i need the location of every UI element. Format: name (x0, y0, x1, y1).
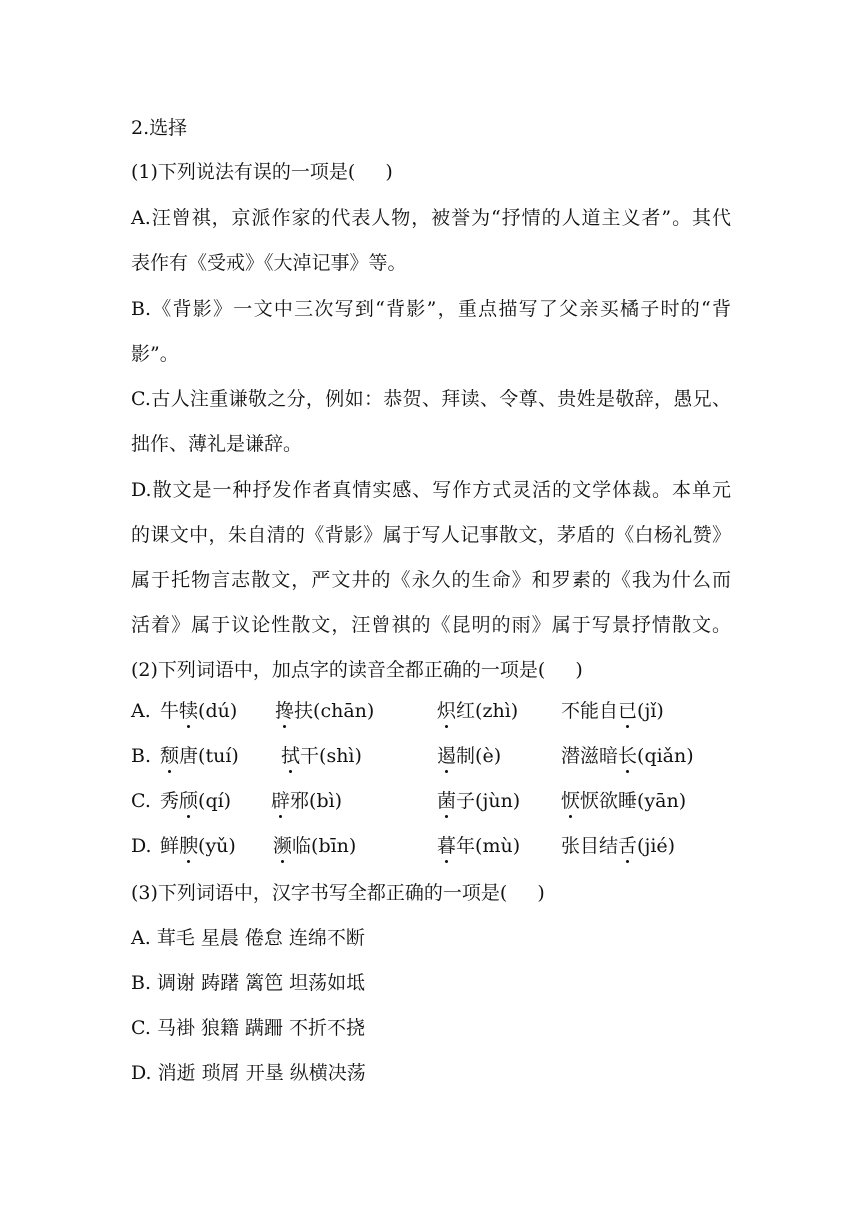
dotted-char: 辟 (271, 790, 291, 812)
section-title: 2.选择 (131, 117, 188, 139)
q2-c-word2: 辟邪(bì) (271, 790, 343, 812)
q1-stem-text: (1)下列说法有误的一项是( (131, 161, 356, 183)
pinyin: (zhì) (475, 700, 519, 722)
pinyin: (tuí) (198, 745, 239, 767)
pinyin: (qiǎn) (637, 745, 694, 767)
q2-b-word4: 潜滋暗长(qiǎn) (561, 745, 694, 767)
q2-b-word1: 颓唐(tuí) (160, 745, 239, 767)
q2-a-word2: 搀扶(chān) (275, 700, 375, 722)
q1-option-a-line2: 表作有《受戒》《大淖记事》等。 (131, 252, 407, 274)
q1-option-d-line1: D.散文是一种抒发作者真情实感、写作方式灵活的文学体裁。本单元 (131, 479, 731, 501)
q1-option-b-line1: B.《背影》一文中三次写到“背影”，重点描写了父亲买橘子时的“背 (131, 298, 731, 320)
q3-stem-text: (3)下列词语中，汉字书写全都正确的一项是( (131, 882, 508, 904)
pinyin: (jǐ) (637, 700, 664, 722)
q2-a-word1: 牛犊(dú) (160, 700, 238, 722)
q2-d-word1: 鲜腴(yǔ) (160, 835, 236, 857)
dotted-char: 颓 (160, 745, 180, 767)
q3-stem (131, 880, 545, 906)
q3-stem-end: ) (537, 882, 545, 904)
q2-stem (131, 657, 583, 683)
dotted-char: 犊 (179, 700, 199, 722)
q2-c-word4: 恹恹欲睡(yān) (561, 790, 687, 812)
pinyin: (qí) (198, 790, 232, 812)
dotted-char: 炽 (437, 700, 457, 722)
q1-option-c-line2: 拙作、薄礼是谦辞。 (131, 433, 303, 455)
dotted-char: 舌 (618, 835, 638, 857)
pinyin: (shì) (319, 745, 362, 767)
pinyin: (bì) (309, 790, 343, 812)
dotted-char: 已 (618, 700, 638, 722)
q2-d-word3: 暮年(mù) (437, 835, 521, 857)
dotted-char: 菌 (437, 790, 457, 812)
pinyin: (jié) (637, 835, 676, 857)
q1-stem-end: ) (385, 161, 393, 183)
q1-option-a-line1: A.汪曾祺，京派作家的代表人物，被誉为“抒情的人道主义者”。其代 (131, 207, 731, 229)
q2-d-word4: 张目结舌(jié) (561, 835, 676, 857)
q2-b-word2: 拭干(shì) (281, 745, 362, 767)
q2-c-word3: 菌子(jùn) (437, 790, 521, 812)
q1-option-c-line1: C.古人注重谦敬之分，例如：恭贺、拜读、令尊、贵姓是敬辞，愚兄、 (131, 388, 731, 410)
q1-option-d-line3: 属于托物言志散文，严文井的《永久的生命》和罗素的《我为什么而 (131, 569, 731, 591)
q1-option-b-line2: 影”。 (131, 343, 179, 365)
q3-option-a: A. 茸毛 星晨 倦怠 连绵不断 (131, 927, 365, 949)
q2-d-word2: 濒临(bīn) (273, 835, 357, 857)
dotted-char: 濒 (273, 835, 293, 857)
dotted-char: 遏 (437, 745, 457, 767)
q2-c-word1: 秀颀(qí) (160, 790, 232, 812)
dotted-char: 暮 (437, 835, 457, 857)
pinyin: (dú) (198, 700, 238, 722)
dotted-char: 搀 (275, 700, 295, 722)
pinyin: (jùn) (475, 790, 521, 812)
q2-option-c-label: C. (131, 790, 151, 812)
q1-stem (131, 159, 393, 185)
q2-stem-end: ) (575, 659, 583, 681)
dotted-char: 颀 (179, 790, 199, 812)
q3-option-d: D. 消逝 琐屑 开垦 纵横决荡 (131, 1062, 366, 1084)
pinyin: (mù) (475, 835, 521, 857)
q2-option-d-label: D. (131, 835, 152, 857)
dotted-char: 拭 (281, 745, 301, 767)
pinyin: (è) (475, 745, 502, 767)
q2-option-b-label: B. (131, 745, 152, 767)
q2-b-word3: 遏制(è) (437, 745, 502, 767)
pinyin: (yān) (637, 790, 687, 812)
dotted-char: 腴 (179, 835, 199, 857)
q2-a-word4: 不能自已(jǐ) (561, 700, 664, 722)
q3-option-c: C. 马褂 狼籍 蹒跚 不折不挠 (131, 1017, 366, 1039)
q2-option-a-label: A. (131, 700, 151, 722)
pinyin: (bīn) (311, 835, 357, 857)
q1-option-d-line2: 的课文中，朱自清的《背影》属于写人记事散文，茅盾的《白杨礼赞》 (131, 524, 731, 546)
q1-option-d-line4: 活着》属于议论性散文，汪曾祺的《昆明的雨》属于写景抒情散文。 (131, 614, 731, 636)
q2-stem-text: (2)下列词语中，加点字的读音全都正确的一项是( (131, 659, 546, 681)
dotted-char: 恹 (561, 790, 581, 812)
q2-a-word3: 炽红(zhì) (437, 700, 519, 722)
pinyin: (chān) (313, 700, 375, 722)
dotted-char: 长 (618, 745, 638, 767)
pinyin: (yǔ) (198, 835, 236, 857)
q3-option-b: B. 调谢 踌躇 篱笆 坦荡如坻 (131, 972, 366, 994)
